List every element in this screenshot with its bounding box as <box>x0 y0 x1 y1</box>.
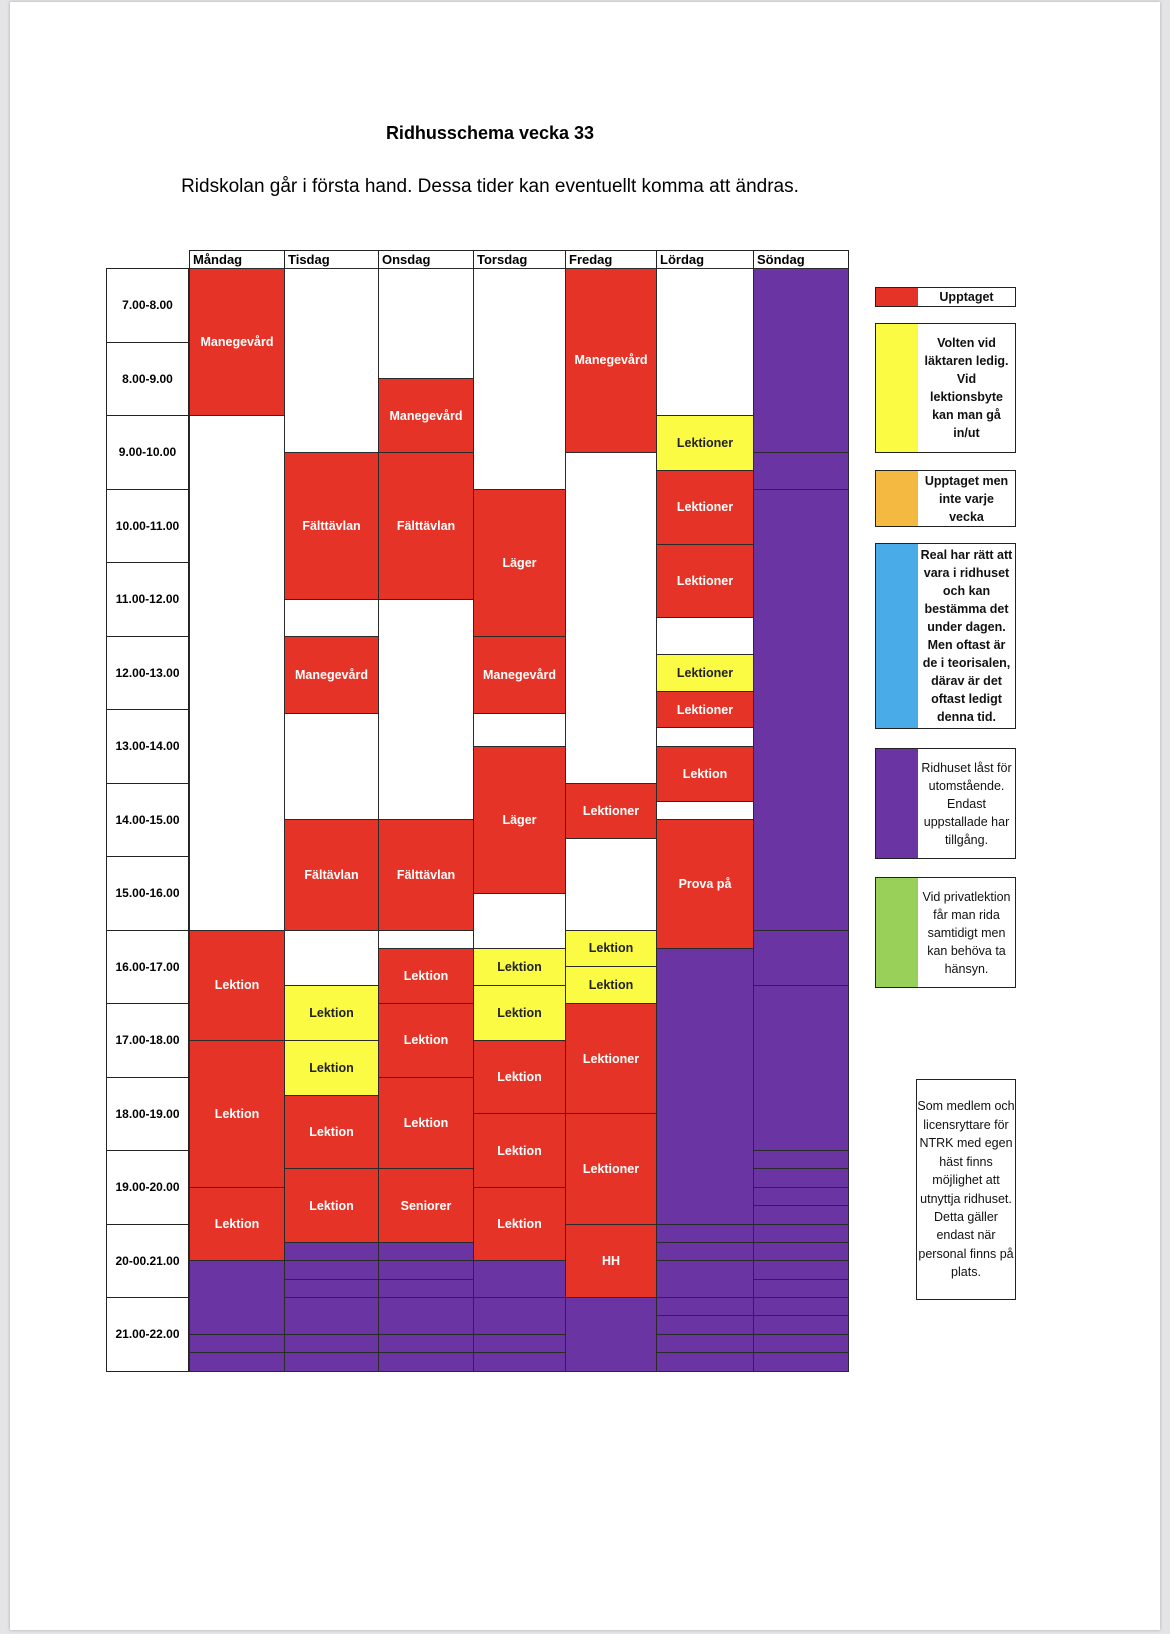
day-header-onsdag: Onsdag <box>378 250 474 268</box>
day-header-lordag: Lördag <box>656 250 754 268</box>
grid-divider <box>284 1279 379 1280</box>
grid-divider <box>753 1315 849 1316</box>
schedule-block-falttavlan: Fälttävlan <box>284 452 379 600</box>
schedule-block-hh: HH <box>565 1224 657 1299</box>
schedule-block-lektion: Lektion <box>656 746 754 802</box>
schedule-block-seniorer: Seniorer <box>378 1168 474 1243</box>
grid-divider <box>656 1315 754 1316</box>
schedule-block-lektioner: Lektioner <box>565 1003 657 1114</box>
schedule-subtitle: Ridskolan går i första hand. Dessa tider kan eventuellt komma att ändras. <box>181 176 799 197</box>
grid-divider <box>284 1352 379 1353</box>
time-slot-label: 10.00-11.00 <box>106 489 189 564</box>
legend-item-orange <box>875 470 1016 527</box>
schedule-block-lektion: Lektion <box>473 1113 566 1188</box>
schedule-block-lektion: Lektion <box>189 1040 285 1188</box>
schedule-block-manegevard: Manegevård <box>473 636 566 714</box>
legend-item-green <box>875 877 1016 988</box>
schedule-block-manegevard: Manegevård <box>284 636 379 714</box>
grid-divider <box>753 1205 849 1206</box>
schedule-block-lektion: Lektion <box>284 1168 379 1243</box>
schedule-block-lektioner: Lektioner <box>656 544 754 619</box>
schedule-block-lektion: Lektion <box>378 948 474 1004</box>
grid-divider <box>753 985 849 986</box>
schedule-block-lektioner: Lektioner <box>565 783 657 839</box>
grid-divider <box>753 489 849 490</box>
schedule-block-falttavlan: Fälttävlan <box>378 452 474 600</box>
time-slot-label: 9.00-10.00 <box>106 415 189 490</box>
grid-divider <box>656 1297 754 1298</box>
grid-divider <box>284 1297 379 1298</box>
grid-divider <box>753 1297 849 1298</box>
grid-divider <box>656 1334 754 1335</box>
schedule-title: Ridhusschema vecka 33 <box>385 123 595 143</box>
schedule-block-lektioner: Lektioner <box>656 415 754 471</box>
legend-item-purple <box>875 748 1016 859</box>
grid-divider <box>753 452 849 453</box>
legend-label: Volten vid läktaren ledig. Vid lektionsbyte kan man gå in/ut <box>924 336 1009 440</box>
grid-divider <box>473 1334 566 1335</box>
time-slot-label: 14.00-15.00 <box>106 783 189 858</box>
schedule-block-lektion: Lektion <box>284 1040 379 1096</box>
legend-label: Vid privatlektion får man rida samtidigt men kan behöva ta hänsyn. <box>922 889 1011 976</box>
legend-label: Upptaget <box>939 290 994 304</box>
time-slot-label: 20-00.21.00 <box>106 1224 189 1299</box>
schedule-block-lektioner: Lektioner <box>565 1113 657 1224</box>
grid-divider <box>284 1334 379 1335</box>
grid-divider <box>753 1260 849 1261</box>
grid-divider <box>656 1224 754 1225</box>
grid-divider <box>753 1334 849 1335</box>
locked-period-block <box>189 1260 285 1371</box>
legend-swatch-red <box>876 288 918 306</box>
schedule-block-lektioner: Lektioner <box>656 654 754 692</box>
legend-item-red <box>875 287 1016 307</box>
schedule-block-lektion: Lektion <box>473 948 566 986</box>
schedule-block-lektion: Lektion <box>189 930 285 1041</box>
membership-note: Som medlem och licensryttare för NTRK med egen häst finns möjlighet att utnyttja ridhuset. Detta gäller endast när personal finns på plats. <box>916 1079 1016 1300</box>
grid-divider <box>284 1260 379 1261</box>
day-header-tisdag: Tisdag <box>284 250 379 268</box>
legend-swatch-orange <box>876 471 918 526</box>
schedule-block-faltavlan: Fältävlan <box>284 819 379 930</box>
day-header-mandag: Måndag <box>189 250 285 268</box>
legend-swatch-green <box>876 878 918 987</box>
legend-swatch-blue <box>876 544 918 728</box>
grid-divider <box>378 1334 474 1335</box>
schedule-block-lektion: Lektion <box>473 1187 566 1262</box>
schedule-block-lager: Läger <box>473 489 566 637</box>
schedule-block-lektion: Lektion <box>284 1095 379 1170</box>
schedule-block-lektion: Lektion <box>473 985 566 1041</box>
schedule-block-lektioner: Lektioner <box>656 470 754 545</box>
time-slot-label: 12.00-13.00 <box>106 636 189 711</box>
schedule-block-lektion: Lektion <box>284 985 379 1041</box>
legend-label: Ridhuset låst för utomstående. Endast uppstallade har tillgång. <box>921 760 1012 847</box>
grid-divider <box>753 1150 849 1151</box>
grid-divider <box>753 1168 849 1169</box>
day-header-sondag: Söndag <box>753 250 849 268</box>
grid-divider <box>753 1279 849 1280</box>
legend-item-blue <box>875 543 1016 729</box>
time-slot-label: 19.00-20.00 <box>106 1150 189 1225</box>
time-slot-label: 11.00-12.00 <box>106 562 189 637</box>
schedule-block-falttavlan: Fälttävlan <box>378 819 474 930</box>
schedule-block-lektion: Lektion <box>378 1003 474 1078</box>
grid-divider <box>189 1352 285 1353</box>
time-slot-label: 15.00-16.00 <box>106 856 189 931</box>
grid-divider <box>753 1352 849 1353</box>
legend-label: Real har rätt att vara i ridhuset och kan bestämma det under dagen. Men oftast är de i teorisalen, därav är det oftast ledigt denna tid. <box>920 548 1013 724</box>
grid-divider <box>378 1279 474 1280</box>
locked-period-block <box>656 948 754 1372</box>
locked-period-block <box>473 1260 566 1371</box>
time-slot-label: 7.00-8.00 <box>106 268 189 343</box>
time-slot-label: 13.00-14.00 <box>106 709 189 784</box>
locked-period-block <box>565 1297 657 1372</box>
schedule-block-manegevard: Manegevård <box>378 378 474 453</box>
grid-divider <box>656 1352 754 1353</box>
legend-swatch-purple <box>876 749 918 858</box>
schedule-block-lektion: Lektion <box>565 930 657 968</box>
day-header-fredag: Fredag <box>565 250 657 268</box>
schedule-block-lektion: Lektion <box>565 966 657 1004</box>
grid-divider <box>753 1224 849 1225</box>
schedule-block-lektion: Lektion <box>473 1040 566 1115</box>
grid-divider <box>656 1260 754 1261</box>
grid-divider <box>473 1352 566 1353</box>
grid-divider <box>753 1242 849 1243</box>
schedule-block-prova-pa: Prova på <box>656 819 754 949</box>
legend-label: Upptaget men inte varje vecka <box>924 473 1009 524</box>
day-header-torsdag: Torsdag <box>473 250 566 268</box>
grid-divider <box>753 930 849 931</box>
grid-divider <box>378 1260 474 1261</box>
time-slot-label: 8.00-9.00 <box>106 342 189 417</box>
schedule-block-lektion: Lektion <box>189 1187 285 1262</box>
time-slot-label: 17.00-18.00 <box>106 1003 189 1078</box>
schedule-block-manegevard: Manegevård <box>189 268 285 416</box>
schedule-block-lektion: Lektion <box>378 1077 474 1170</box>
time-slot-label: 21.00-22.00 <box>106 1297 189 1372</box>
grid-divider <box>473 1297 566 1298</box>
time-slot-label: 16.00-17.00 <box>106 930 189 1005</box>
grid-divider <box>189 1334 285 1335</box>
legend-item-yellow <box>875 323 1016 453</box>
schedule-block-manegevard: Manegevård <box>565 268 657 453</box>
legend-swatch-yellow <box>876 324 918 452</box>
schedule-block-lager: Läger <box>473 746 566 894</box>
time-slot-label: 18.00-19.00 <box>106 1077 189 1152</box>
grid-divider <box>656 1242 754 1243</box>
grid-divider <box>753 1187 849 1188</box>
schedule-block-lektioner: Lektioner <box>656 691 754 729</box>
grid-divider <box>378 1352 474 1353</box>
grid-divider <box>378 1297 474 1298</box>
